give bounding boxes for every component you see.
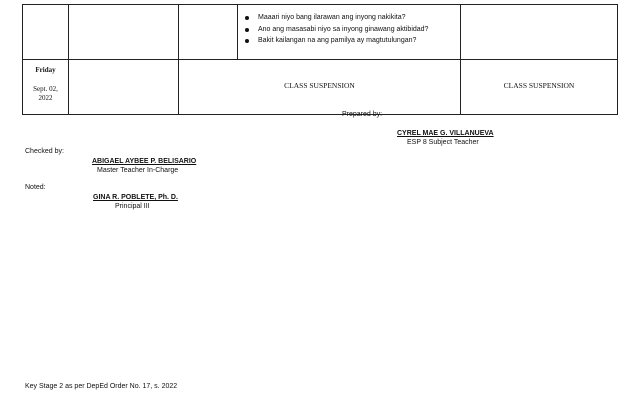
class-suspension-cell: CLASS SUSPENSION xyxy=(179,60,461,115)
prepared-by-label: Prepared by: xyxy=(342,111,383,118)
table-cell xyxy=(69,5,179,60)
table-cell xyxy=(69,60,179,115)
table-cell xyxy=(461,5,618,60)
day-cell xyxy=(23,60,69,115)
day-label: Friday xyxy=(35,66,56,74)
table-cell xyxy=(179,5,238,60)
checker-role: Master Teacher In-Charge xyxy=(97,167,179,174)
noted-label: Noted: xyxy=(25,184,46,191)
checker-name: ABIGAEL AYBEE P. BELISARIO xyxy=(92,158,197,165)
noter-name: GINA R. POBLETE, Ph. D. xyxy=(93,194,178,201)
table-row xyxy=(23,5,618,60)
list-item: Maaari niyo bang ilarawan ang inyong nakikita? xyxy=(258,12,460,24)
footer-note: Key Stage 2 as per DepEd Order No. 17, s. 2022 xyxy=(25,383,178,390)
preparer-role: ESP 8 Subject Teacher xyxy=(407,139,479,146)
preparer-name: CYREL MAE G. VILLANUEVA xyxy=(397,130,494,137)
lesson-plan-table xyxy=(22,4,618,115)
table-cell xyxy=(23,5,69,60)
table-cell xyxy=(238,5,461,60)
class-suspension-cell: CLASS SUSPENSION xyxy=(461,60,618,115)
list-item: Ano ang masasabi niyo sa inyong ginawang aktibidad? xyxy=(258,24,460,36)
question-list xyxy=(238,5,460,47)
table-row xyxy=(23,60,618,115)
date-label: Sept. 02, 2022 xyxy=(33,85,58,102)
list-item: Bakit kailangan na ang pamilya ay magtutulungan? xyxy=(258,35,460,47)
noter-role: Principal III xyxy=(115,203,150,210)
checked-by-label: Checked by: xyxy=(25,148,64,155)
